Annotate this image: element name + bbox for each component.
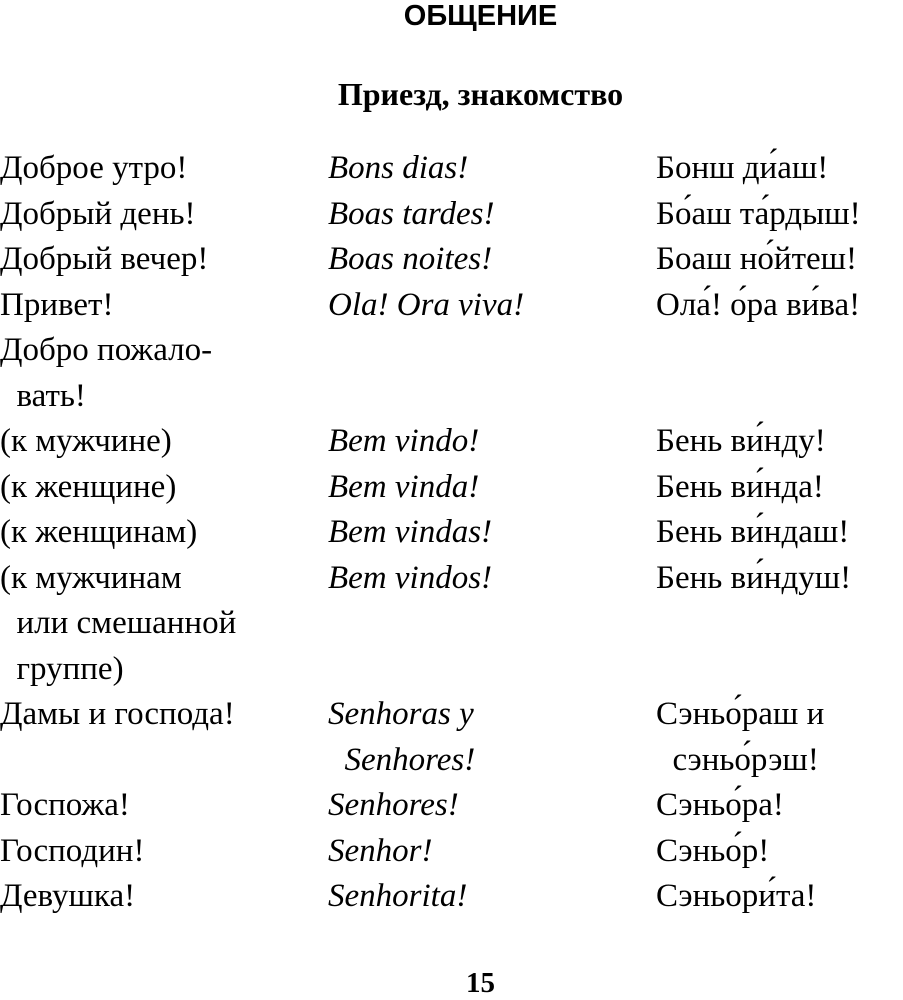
russian-phrase: [0, 465, 320, 511]
phrase-row: [0, 146, 903, 192]
transcription-line: Сэньори́та!: [656, 878, 817, 914]
transcription-line: Сэньо́раш и: [656, 696, 825, 732]
portuguese-phrase: [328, 419, 648, 465]
transcription: [656, 192, 903, 238]
transcription-line: Бень ви́нду!: [656, 423, 826, 459]
russian-phrase: [0, 328, 320, 419]
russian-phrase: [0, 237, 320, 283]
russian-phrase-line: Добрый вечер!: [0, 241, 209, 277]
russian-phrase: [0, 829, 320, 875]
transcription: [656, 692, 903, 783]
transcription: [656, 510, 903, 556]
section-title: ОБЩЕНИЕ: [403, 0, 558, 32]
russian-phrase-line: (к мужчинам: [0, 559, 182, 596]
portuguese-phrase: [328, 829, 648, 875]
transcription: [656, 874, 903, 920]
phrase-row: [0, 692, 903, 783]
portuguese-phrase-line: Ola! Ora viva!: [328, 286, 525, 323]
transcription: [656, 465, 903, 511]
transcription-line: Сэньо́ра!: [656, 787, 784, 823]
phrase-table: [0, 146, 903, 920]
transcription-line: Бо́аш та́рдыш!: [656, 195, 861, 232]
russian-phrase-line: Привет!: [0, 286, 114, 323]
russian-phrase-line: или смешанной: [0, 605, 237, 641]
russian-phrase-line: (к женщине): [0, 468, 177, 505]
phrase-row: [0, 465, 903, 511]
russian-phrase-line: вать!: [0, 377, 86, 414]
portuguese-phrase-line: Senhoras y: [328, 696, 474, 732]
transcription: [656, 783, 903, 829]
russian-phrase-line: Добро пожало-: [0, 332, 213, 368]
russian-phrase: [0, 283, 320, 329]
portuguese-phrase-line: Senhores!: [328, 741, 476, 778]
russian-phrase-line: (к женщинам): [0, 514, 198, 550]
phrase-row: [0, 328, 903, 419]
transcription: [656, 556, 903, 602]
transcription-line: Ола́! о́ра ви́ва!: [656, 286, 861, 323]
russian-phrase-line: Дамы и господа!: [0, 696, 235, 732]
portuguese-phrase: [328, 692, 648, 783]
phrase-row: [0, 556, 903, 693]
russian-phrase: [0, 692, 320, 738]
portuguese-phrase-line: Boas tardes!: [328, 195, 495, 232]
portuguese-phrase: [328, 465, 648, 511]
transcription-line: Бень ви́ндаш!: [656, 514, 850, 550]
transcription-line: Боаш но́йтеш!: [656, 241, 858, 277]
portuguese-phrase: [328, 783, 648, 829]
portuguese-phrase-line: Senhores!: [328, 787, 459, 823]
portuguese-phrase-line: Bem vindos!: [328, 559, 493, 596]
transcription: [656, 829, 903, 875]
russian-phrase: [0, 510, 320, 556]
transcription-line: Бонш ди́аш!: [656, 150, 829, 186]
portuguese-phrase: [328, 510, 648, 556]
portuguese-phrase-line: Bem vinda!: [328, 468, 480, 505]
portuguese-phrase: [328, 192, 648, 238]
portuguese-phrase: [328, 237, 648, 283]
russian-phrase-line: Госпожа!: [0, 787, 130, 823]
phrase-row: [0, 510, 903, 556]
subsection-title: Приезд, знакомство: [337, 76, 624, 112]
russian-phrase: [0, 556, 320, 693]
russian-phrase-line: Доброе утро!: [0, 150, 188, 186]
russian-phrase: [0, 192, 320, 238]
transcription-line: Сэньо́р!: [656, 832, 770, 869]
russian-phrase-line: Господин!: [0, 832, 145, 869]
portuguese-phrase: [328, 283, 648, 329]
russian-phrase-line: (к мужчине): [0, 423, 172, 459]
phrase-row: [0, 192, 903, 238]
russian-phrase: [0, 783, 320, 829]
portuguese-phrase-line: Bons dias!: [328, 150, 469, 186]
portuguese-phrase: [328, 874, 648, 920]
phrase-row: [0, 783, 903, 829]
transcription-line: Бень ви́нда!: [656, 468, 824, 505]
phrase-row: [0, 283, 903, 329]
phrase-row: [0, 829, 903, 875]
portuguese-phrase-line: Senhor!: [328, 832, 433, 869]
portuguese-phrase-line: Senhorita!: [328, 878, 468, 914]
russian-phrase: [0, 419, 320, 465]
phrase-row: [0, 237, 903, 283]
portuguese-phrase: [328, 146, 648, 192]
phrase-row: [0, 419, 903, 465]
portuguese-phrase-line: Boas noites!: [328, 241, 493, 277]
russian-phrase: [0, 874, 320, 920]
phrase-row: [0, 874, 903, 920]
russian-phrase-line: Добрый день!: [0, 195, 196, 232]
portuguese-phrase-line: Bem vindo!: [328, 423, 480, 459]
transcription: [656, 283, 903, 329]
transcription: [656, 146, 903, 192]
russian-phrase-line: Девушка!: [0, 878, 136, 914]
transcription: [656, 237, 903, 283]
page-number: 15: [466, 967, 495, 999]
russian-phrase-line: группе): [0, 650, 124, 687]
transcription-line: сэньо́рэш!: [656, 741, 819, 778]
transcription-line: Бень ви́ндуш!: [656, 559, 852, 596]
russian-phrase: [0, 146, 320, 192]
portuguese-phrase-line: Bem vindas!: [328, 514, 493, 550]
transcription: [656, 419, 903, 465]
portuguese-phrase: [328, 556, 648, 602]
